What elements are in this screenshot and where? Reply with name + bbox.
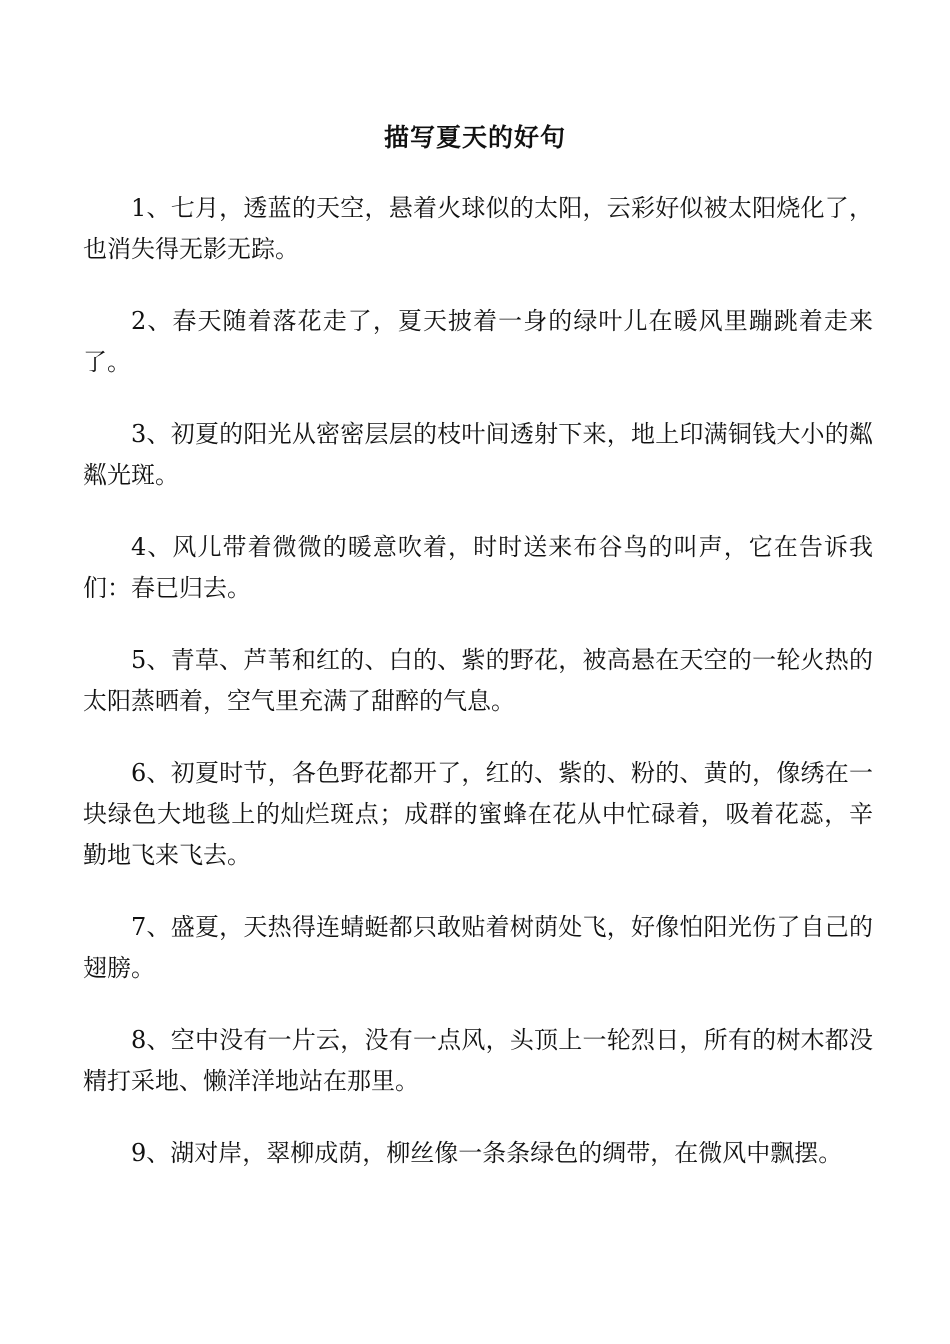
paragraph-8: 8、空中没有一片云，没有一点风，头顶上一轮烈日，所有的树木都没精打采地、懒洋洋地站在那里。 bbox=[83, 1026, 873, 1095]
paragraph-5: 5、青草、芦苇和红的、白的、紫的野花，被高悬在天空的一轮火热的太阳蒸晒着，空气里充满了甜醉的气息。 bbox=[83, 646, 873, 715]
document-title: 描写夏天的好句 bbox=[383, 123, 566, 152]
paragraph-2: 2、春天随着落花走了，夏天披着一身的绿叶儿在暖风里蹦跳着走来了。 bbox=[83, 307, 873, 376]
paragraph-1: 1、七月，透蓝的天空，悬着火球似的太阳，云彩好似被太阳烧化了，也消失得无影无踪。 bbox=[83, 194, 873, 263]
paragraph-9: 9、湖对岸，翠柳成荫，柳丝像一条条绿色的绸带，在微风中飘摆。 bbox=[131, 1139, 843, 1167]
paragraph-3: 3、初夏的阳光从密密层层的枝叶间透射下来，地上印满铜钱大小的粼粼光斑。 bbox=[83, 420, 873, 489]
paragraph-4: 4、风儿带着微微的暖意吹着，时时送来布谷鸟的叫声，它在告诉我们：春已归去。 bbox=[83, 533, 873, 602]
paragraph-7: 7、盛夏，天热得连蜻蜓都只敢贴着树荫处飞，好像怕阳光伤了自己的翅膀。 bbox=[83, 913, 873, 982]
paragraph-6: 6、初夏时节，各色野花都开了，红的、紫的、粉的、黄的，像绣在一块绿色大地毯上的灿烂斑点；成群的蜜蜂在花从中忙碌着，吸着花蕊，辛勤地飞来飞去。 bbox=[83, 759, 873, 869]
document-body bbox=[83, 188, 873, 1205]
